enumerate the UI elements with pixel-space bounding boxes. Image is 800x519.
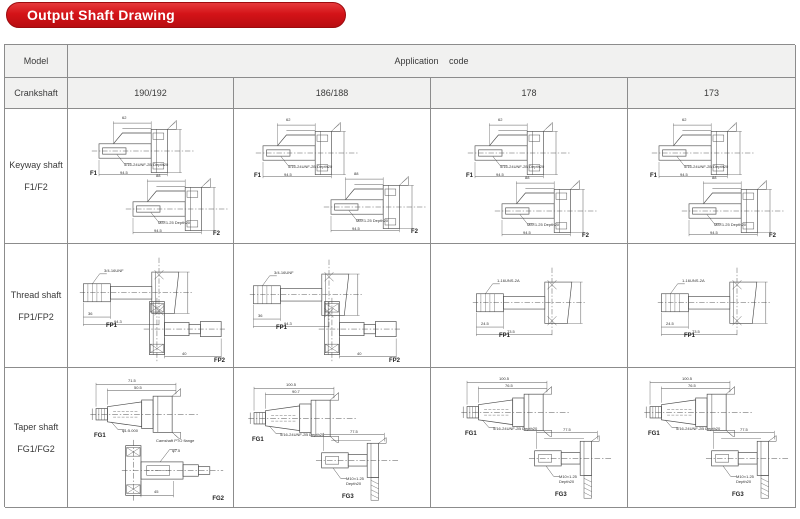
shaft-drawing-graphic <box>527 428 622 502</box>
shaft-drawing-graphic <box>90 115 198 178</box>
cell-keyway-190-192 <box>68 109 234 244</box>
col-header-text: 186/188 <box>315 88 349 98</box>
dimension-annotation: φ1:5.000 <box>122 428 138 433</box>
dimension-annotation: 5/16-24UNF-2B Depth20 <box>676 426 721 431</box>
thread-callout: 1-16UNS-2A <box>682 278 705 283</box>
drawing-label: F1 <box>254 173 262 179</box>
dimension-annotation: Depth20 <box>346 481 362 486</box>
drawing-label: FP1 <box>499 333 511 339</box>
cell-crankshaft-label <box>5 78 68 109</box>
dimension-annotation: 76.5 <box>505 383 513 388</box>
drawing-label: FG3 <box>732 492 744 498</box>
drawing-label: FG1 <box>252 437 264 443</box>
shaft-drawing-fp2 <box>309 296 404 364</box>
drawing-label: F2 <box>212 231 220 237</box>
cell-thread-186-188 <box>234 244 431 368</box>
dimension-annotation: 5/16-24UNF-2B Depth20 <box>280 432 325 437</box>
dimension-annotation: 77.5 <box>740 427 748 432</box>
thread-callout: M10×1.25 <box>736 474 754 479</box>
drawing-label: FG1 <box>648 431 660 437</box>
shaft-drawing-graphic <box>88 380 203 439</box>
dimension-annotation: 5/16-24UNF-2B Depth20 <box>124 162 169 167</box>
shaft-drawing-graphic <box>466 117 574 180</box>
shaft-drawing-f1 <box>650 117 758 180</box>
drawing-label: F1 <box>90 171 98 177</box>
col-header-178 <box>431 78 628 109</box>
row-label-keyway-shaft <box>5 109 68 244</box>
thread-callout: 1-16UNS-2A <box>497 278 520 283</box>
dimension-annotation: 88 <box>354 171 359 176</box>
shaft-drawing-fg2 <box>118 438 228 503</box>
dimension-annotation: φ7.5 <box>172 448 181 453</box>
cell-taper-178 <box>431 368 628 508</box>
row-label-thread-shaft <box>5 244 68 368</box>
shaft-drawing-f2 <box>680 172 788 239</box>
cell-keyway-173 <box>628 109 796 244</box>
col-header-173 <box>628 78 796 109</box>
shaft-drawing-graphic <box>314 430 409 504</box>
dimension-annotation: 94.5 <box>680 172 688 177</box>
thread-callout: M10×1.25 <box>559 474 577 479</box>
dimension-annotation: M8×1.25 Depth20 <box>527 222 559 227</box>
dimension-annotation: 77.5 <box>563 427 571 432</box>
dimension-annotation: 94.5 <box>352 226 360 231</box>
shaft-drawing-fp2 <box>134 296 229 364</box>
dimension-annotation: 62 <box>682 117 687 122</box>
cell-model-label <box>5 45 68 78</box>
drawing-label: FP2 <box>213 358 225 364</box>
dimension-annotation: 94.5 <box>710 230 718 235</box>
dimension-annotation: M8×1.25 Depth20 <box>714 222 746 227</box>
row-label-line1: Taper shaft <box>13 421 59 432</box>
drawing-label: FG1 <box>465 431 477 437</box>
drawing-label: F2 <box>581 233 589 239</box>
model-label: Model <box>23 56 49 66</box>
drawing-label: FG1 <box>94 433 106 439</box>
row-label-line1: Keyway shaft <box>9 160 63 170</box>
shaft-drawing-graphic <box>650 117 758 180</box>
shaft-drawing-fg3 <box>704 428 799 502</box>
thread-callout: 3/4-16UNF <box>104 268 124 273</box>
dimension-annotation: 94.3 <box>114 319 122 324</box>
dimension-annotation: 50.5 <box>134 385 142 390</box>
drawing-label: F2 <box>768 233 776 239</box>
shaft-drawing-fp1 <box>656 262 791 339</box>
shaft-drawing-fg1 <box>88 380 203 439</box>
dimension-annotation: 73.5 <box>692 329 700 334</box>
thread-callout: M10×1.25 <box>346 476 364 481</box>
drawing-label: FP2 <box>388 358 400 364</box>
page-title: Output Shaft Drawing <box>27 7 175 23</box>
row-label-line2: FP1/FP2 <box>18 311 54 322</box>
shaft-drawing-fp1 <box>471 262 606 339</box>
flange-note: Camshaft PTO flange <box>156 438 195 443</box>
col-header-text: 190/192 <box>134 88 167 98</box>
row-label-line2: FG1/FG2 <box>17 443 55 454</box>
dimension-annotation: 36 <box>258 313 263 318</box>
dimension-annotation: 62 <box>498 117 503 122</box>
dimension-annotation: 94.5 <box>496 172 504 177</box>
dimension-annotation: 45 <box>154 489 159 494</box>
drawing-label: FP1 <box>106 323 118 329</box>
col-header-186-188 <box>234 78 431 109</box>
dimension-annotation: 5/16-24UNF-2B Depth20 <box>493 426 538 431</box>
crankshaft-label: Crankshaft <box>14 88 58 98</box>
dimension-annotation: 94.5 <box>120 170 128 175</box>
dimension-annotation: 5/16-24UNF-2B Depth20 <box>684 164 729 169</box>
dimension-annotation: 94.5 <box>523 230 531 235</box>
drawing-label: F1 <box>650 173 658 179</box>
drawing-label: F2 <box>410 229 418 235</box>
dimension-annotation: 90.7 <box>292 389 300 394</box>
dimension-annotation: 24.5 <box>481 321 489 326</box>
shaft-drawing-graphic <box>471 262 606 339</box>
dimension-annotation: 88 <box>525 175 530 180</box>
dimension-annotation: 88 <box>712 175 717 180</box>
dimension-annotation: 100.5 <box>682 376 693 381</box>
row-label-line2: F1/F2 <box>24 182 48 192</box>
cell-taper-186-188 <box>234 368 431 508</box>
dimension-annotation: 5/16-24UNF-2B Depth20 <box>288 164 333 169</box>
col-header-text: 178 <box>521 88 537 98</box>
dimension-annotation: 73.5 <box>507 329 515 334</box>
thread-callout: 3/4-16UNF <box>274 270 294 275</box>
dimension-annotation: 94.3 <box>284 321 292 326</box>
shaft-drawing-graphic <box>656 262 791 339</box>
shaft-drawing-fg3 <box>527 428 622 502</box>
dimension-annotation: 76.5 <box>688 383 696 388</box>
dimension-annotation: 36 <box>88 311 93 316</box>
drawing-label: FG3 <box>342 494 354 500</box>
col-header-190-192 <box>68 78 234 109</box>
cell-application-code <box>68 45 796 78</box>
drawing-label: FP1 <box>276 325 288 331</box>
shaft-drawing-f2 <box>493 172 601 239</box>
shaft-drawing-fg3 <box>314 430 409 504</box>
shaft-drawing-f2 <box>322 171 430 234</box>
title-banner <box>6 2 346 28</box>
shaft-drawing-graphic <box>322 171 430 234</box>
shaft-drawing-f1 <box>466 117 574 180</box>
dimension-annotation: 94.5 <box>154 228 162 233</box>
dimension-annotation: 94.5 <box>284 172 292 177</box>
cell-thread-178 <box>431 244 628 368</box>
dimension-annotation: 62 <box>286 117 291 122</box>
drawing-label: F1 <box>466 173 474 179</box>
dimension-annotation: 24.5 <box>666 321 674 326</box>
cell-thread-173 <box>628 244 796 368</box>
col-header-text: 173 <box>703 88 720 98</box>
dimension-annotation: M8×1.25 Depth20 <box>356 218 388 223</box>
cell-keyway-186-188 <box>234 109 431 244</box>
output-shaft-table <box>4 44 795 507</box>
dimension-annotation: 100.5 <box>499 376 510 381</box>
drawing-label: FG2 <box>212 496 224 502</box>
row-label-taper-shaft <box>5 368 68 508</box>
dimension-annotation: M8×1.25 Depth20 <box>158 220 190 225</box>
application-code-label: Application code <box>394 56 469 66</box>
dimension-annotation: 77.5 <box>350 429 358 434</box>
dimension-annotation: 5/16-24UNF-2B Depth20 <box>500 164 545 169</box>
cell-thread-190-192 <box>68 244 234 368</box>
row-label-line1: Thread shaft <box>10 289 62 300</box>
dimension-annotation: 100.5 <box>286 382 297 387</box>
shaft-drawing-f1 <box>90 115 198 178</box>
dimension-annotation: 88 <box>156 173 161 178</box>
cell-taper-173 <box>628 368 796 508</box>
shaft-drawing-graphic <box>124 173 232 236</box>
dimension-annotation: 40 <box>357 351 362 356</box>
dimension-annotation: 62 <box>122 115 127 120</box>
shaft-drawing-f2 <box>124 173 232 236</box>
dimension-annotation: Depth20 <box>559 479 575 484</box>
drawing-label: FP1 <box>684 333 696 339</box>
dimension-annotation: 40 <box>182 351 187 356</box>
cell-keyway-178 <box>431 109 628 244</box>
shaft-drawing-graphic <box>704 428 799 502</box>
drawing-label: FG3 <box>555 492 567 498</box>
cell-taper-190-192 <box>68 368 234 508</box>
dimension-annotation: Depth20 <box>736 479 752 484</box>
dimension-annotation: 71.5 <box>128 378 136 383</box>
